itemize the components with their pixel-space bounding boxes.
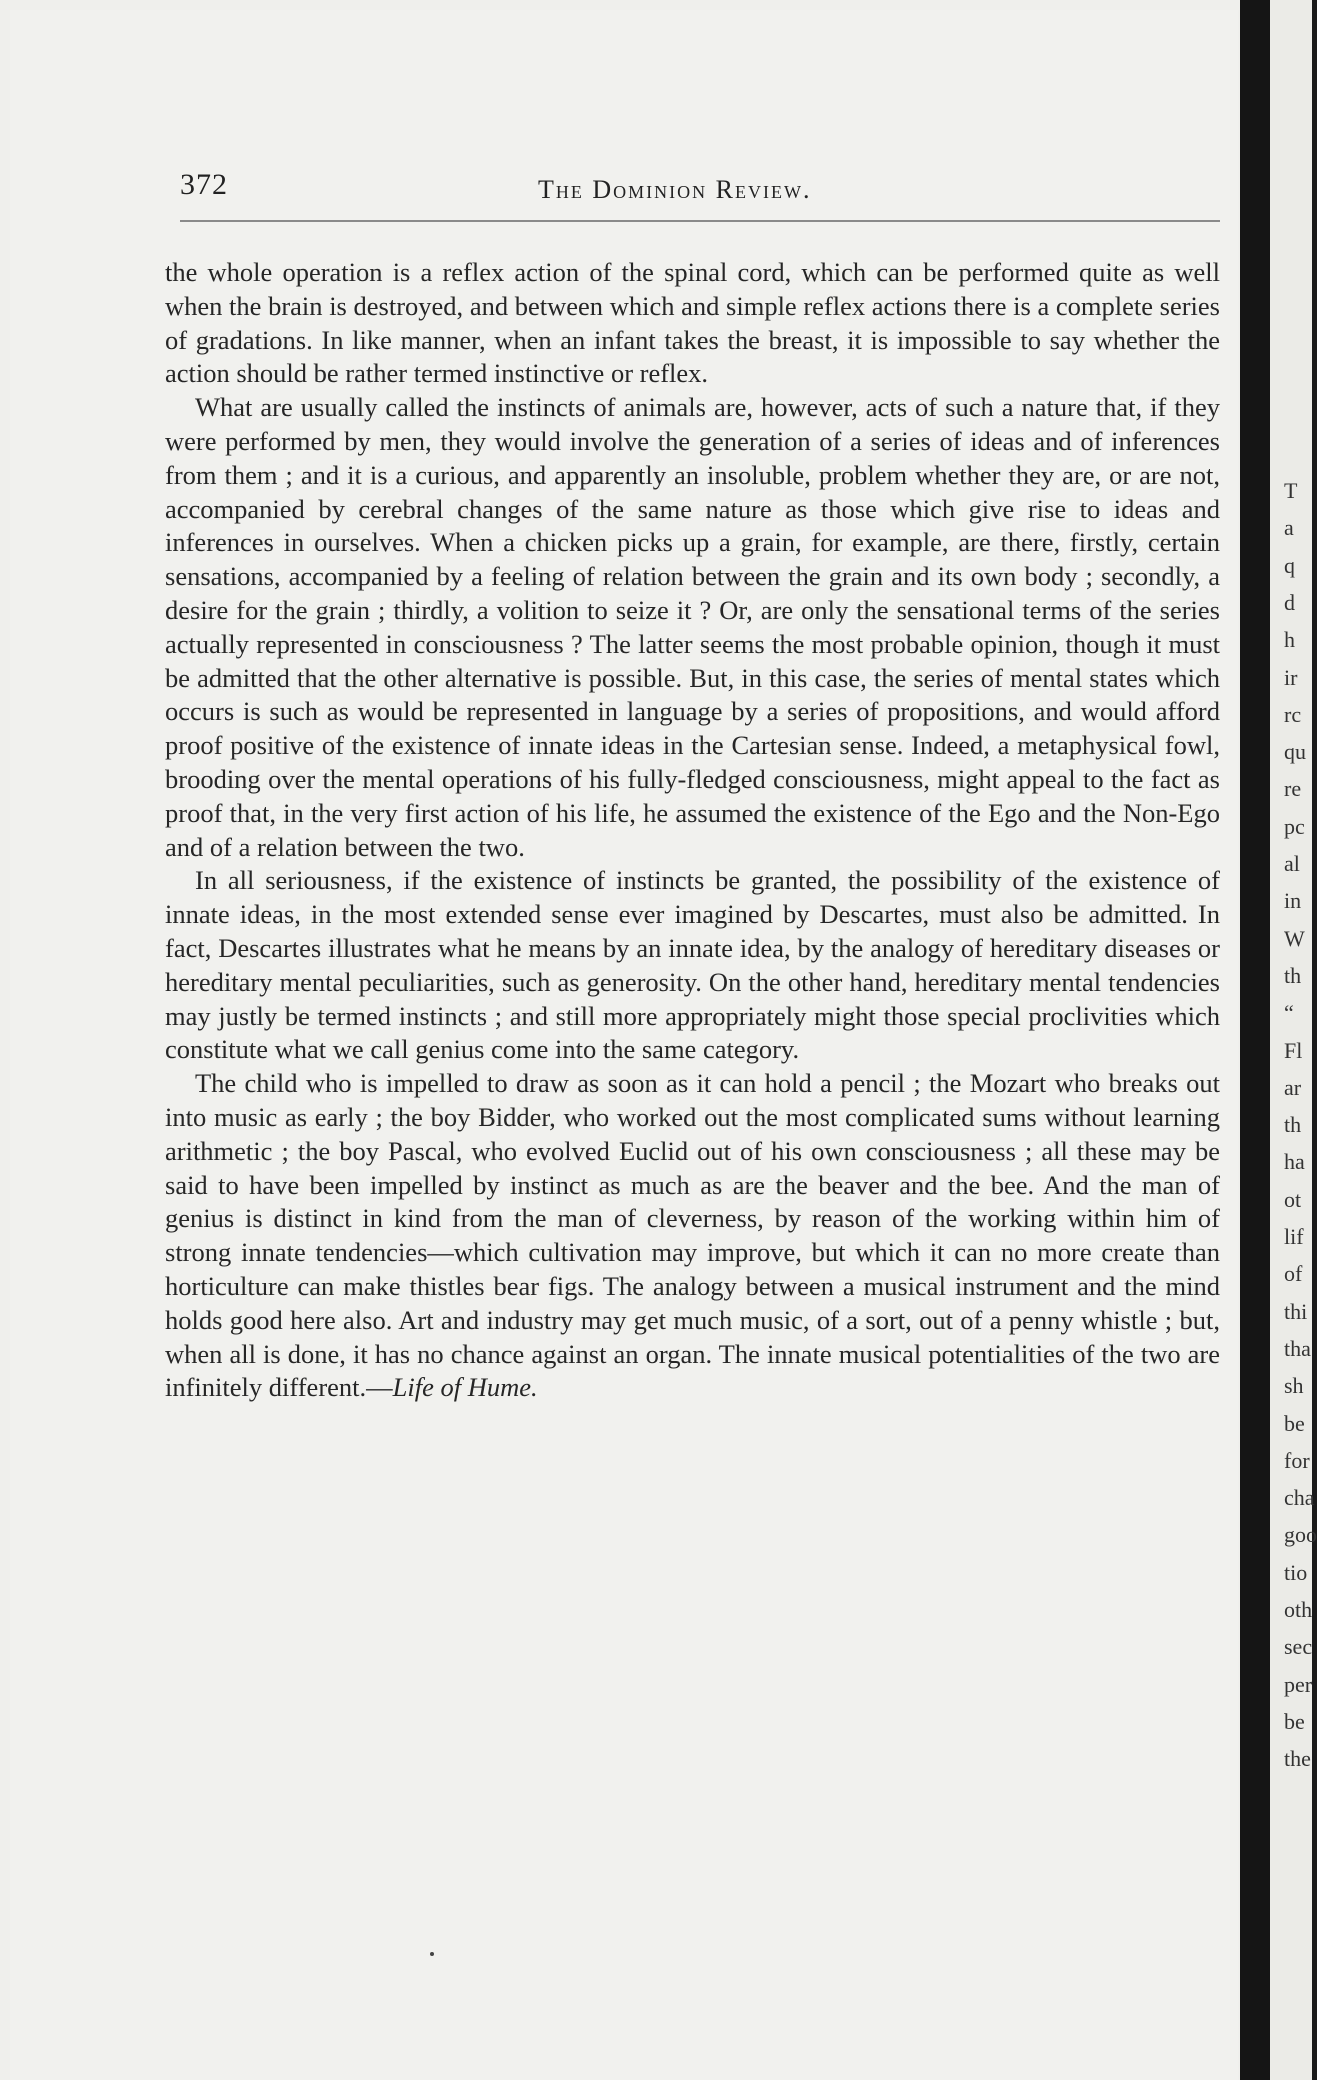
adjacent-page-fragment: ar	[1284, 1075, 1302, 1100]
adjacent-page-fragment: re	[1284, 776, 1302, 801]
adjacent-page-fragment: sh	[1284, 1373, 1304, 1398]
adjacent-page-fragment: q	[1284, 553, 1295, 578]
adjacent-page-fragment: be	[1284, 1709, 1305, 1734]
adjacent-page-fragment: pc	[1284, 814, 1305, 839]
adjacent-page-fragment: al	[1284, 851, 1300, 876]
adjacent-page-fragment: in	[1284, 888, 1302, 913]
source-attribution: Life of Hume.	[392, 1372, 538, 1403]
adjacent-page-fragment: ot	[1284, 1187, 1302, 1212]
adjacent-page-fragment: goo	[1284, 1522, 1317, 1547]
adjacent-page-edge	[1270, 0, 1317, 2080]
adjacent-page-fragment: tha	[1284, 1336, 1311, 1361]
adjacent-page-fragment: sec	[1284, 1634, 1313, 1659]
adjacent-page-fragment: oth	[1284, 1597, 1313, 1622]
adjacent-page-fragment: Fl	[1284, 1038, 1303, 1063]
adjacent-page-fragment: for	[1284, 1448, 1310, 1473]
adjacent-page-fragment: th	[1284, 1112, 1302, 1137]
paragraph: the whole operation is a reflex action of the spinal cord, which can be performed quite as well when the brain is destroyed, and between which and simple reflex actions there is a complete series of gradations. In like manner, when an infant takes the breast, it is impossible to say whether the action should be rather termed instinctive or reflex.	[165, 257, 1220, 389]
running-head: The Dominion Review.	[538, 175, 812, 204]
adjacent-page-fragment: W	[1284, 926, 1305, 951]
page-number: 372	[180, 168, 228, 201]
paragraph-text: The child who is impelled to draw as soon as it can hold a pencil ; the Mozart who breaks out into music as early ; the boy Bidder, who worked out the most complicated sums without learning arithmetic ; the boy Pascal, who evolved Euclid out of his own consciousness ; all these may be said to have been impelled by instinct as much as are the beaver and the bee. And the man of genius is distinct in kind from the man of cleverness, by reason of the working within him of strong innate tendencies—which cultivation may improve, but which it can no more create than horticulture can make thistles bear figs. The analogy between a musical instrument and the mind holds good here also. Art and industry may get much music, of a sort, out of a penny whistle ; but, when all is done, it has no chance against an organ. The innate musical potentialities of the two are infinitely different.—	[165, 1068, 1220, 1403]
adjacent-page-fragment: per	[1284, 1672, 1313, 1697]
adjacent-page-fragment: d	[1284, 590, 1295, 615]
adjacent-page-fragment: the	[1284, 1746, 1311, 1771]
scan-speck	[430, 1952, 434, 1956]
adjacent-page-fragment: be	[1284, 1411, 1305, 1436]
adjacent-page-fragment: lif	[1284, 1224, 1304, 1249]
adjacent-page-fragment: cha	[1284, 1485, 1315, 1510]
adjacent-page-fragment: ha	[1284, 1149, 1305, 1174]
article-body	[165, 256, 1220, 1405]
header-rule	[180, 220, 1220, 222]
adjacent-page-fragment: of	[1284, 1261, 1303, 1286]
paragraph: What are usually called the instincts of animals are, however, acts of such a nature that, if they were performed by men, they would involve the generation of a series of ideas and of inferences from them ; and it is a curious, and apparently an insoluble, problem whether they are, or are not, accompanied by cerebral changes of the same nature as those which give rise to ideas and inferences in ourselves. When a chicken picks up a grain, for example, are there, firstly, certain sensations, accompanied by a feeling of relation between the grain and its own body ; secondly, a desire for the grain ; thirdly, a volition to seize it ? Or, are only the sensational terms of the series actually represented in consciousness ? The latter seems the most probable opinion, though it must be admitted that the other alternative is possible. But, in this case, the series of mental states which occurs is such as would be represented in language by a series of propositions, and would afford proof positive of the existence of innate ideas in the Cartesian sense. Indeed, a metaphysical fowl, brooding over the mental operations of his fully-fledged consciousness, might appeal to the fact as proof that, in the very first action of his life, he assumed the existence of the Ego and the Non-Ego and of a relation between the two.	[165, 392, 1220, 862]
adjacent-page-fragment: a	[1284, 515, 1294, 540]
book-gutter	[1240, 0, 1270, 2080]
paragraph	[165, 1067, 1220, 1405]
paragraph: In all seriousness, if the existence of instincts be granted, the possibility of the existence of innate ideas, in the most extended sense ever imagined by Descartes, must also be admitted. In fact, Descartes illustrates what he means by an innate idea, by the analogy of hereditary diseases or hereditary mental peculiarities, such as generosity. On the other hand, hereditary mental tendencies may justly be termed instincts ; and still more appropriately might those special proclivities which constitute what we call genius come into the same category.	[165, 865, 1220, 1065]
adjacent-page-fragment: rc	[1284, 702, 1302, 727]
adjacent-page-fragment: qu	[1284, 739, 1306, 764]
adjacent-page-fragment: “	[1284, 1000, 1294, 1025]
adjacent-page-fragment: tio	[1284, 1560, 1308, 1585]
adjacent-page-fragment: ir	[1284, 665, 1298, 690]
adjacent-page-fragment: T	[1284, 478, 1298, 503]
adjacent-page-fragment: thi	[1284, 1299, 1308, 1324]
adjacent-page-fragment: h	[1284, 627, 1295, 652]
adjacent-page-fragment: th	[1284, 963, 1302, 988]
